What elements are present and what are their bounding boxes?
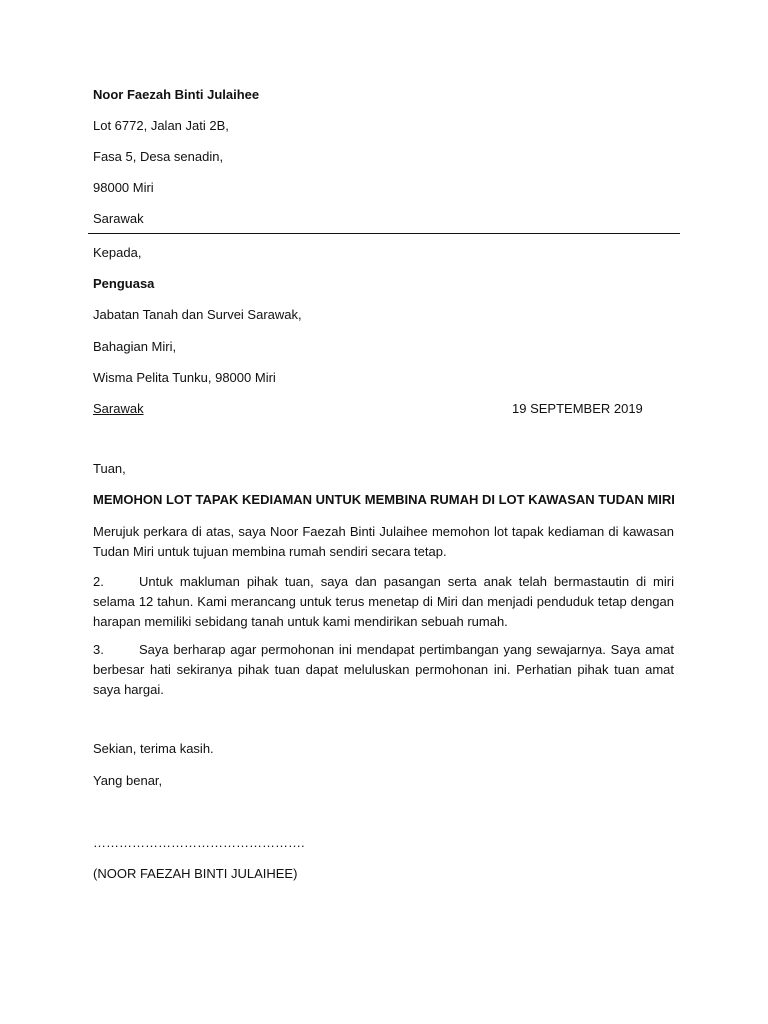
sender-address-line-1: Lot 6772, Jalan Jati 2B, [93, 118, 229, 133]
paragraph-text: Saya berharap agar permohonan ini mendapat pertimbangan yang sewajarnya. Saya amat berbesar hati sekiranya pihak tuan dapat meluluskan permohonan ini. Perhatian pihak tuan amat saya hargai. [93, 642, 674, 697]
letter-date: 19 SEPTEMBER 2019 [512, 401, 643, 416]
paragraph-number: 2. [93, 574, 104, 589]
sender-state: Sarawak [93, 211, 144, 226]
recipient-department: Jabatan Tanah dan Survei Sarawak, [93, 307, 302, 322]
paragraph-number: 3. [93, 642, 104, 657]
greeting: Tuan, [93, 461, 126, 476]
sender-postcode-city: 98000 Miri [93, 180, 154, 195]
recipient-division: Bahagian Miri, [93, 339, 177, 354]
body-paragraph-3 [93, 640, 674, 700]
closing-sign-off: Yang benar, [93, 773, 163, 788]
header-divider [88, 233, 680, 234]
signatory-name: (NOOR FAEZAH BINTI JULAIHEE) [93, 866, 298, 881]
recipient-building: Wisma Pelita Tunku, 98000 Miri [93, 370, 276, 385]
body-paragraph-1: Merujuk perkara di atas, saya Noor Faezah Binti Julaihee memohon lot tapak kediaman di kawasan Tudan Miri untuk tujuan membina rumah sendiri secara tetap. [93, 524, 674, 559]
subject-line: MEMOHON LOT TAPAK KEDIAMAN UNTUK MEMBINA RUMAH DI LOT KAWASAN TUDAN MIRI [93, 492, 675, 507]
closing-thanks: Sekian, terima kasih. [93, 741, 214, 756]
body-paragraph-2 [93, 572, 674, 632]
recipient-state: Sarawak [93, 401, 144, 416]
sender-name: Noor Faezah Binti Julaihee [93, 87, 260, 102]
paragraph-text: Untuk makluman pihak tuan, saya dan pasangan serta anak telah bermastautin di miri selama 12 tahun. Kami merancang untuk terus menetap di Miri dan menjadi penduduk tetap dengan harapan memiliki sebidang tanah untuk kami mendirikan sebuah rumah. [93, 574, 674, 629]
signature-line: …………………………………………. [93, 835, 305, 850]
recipient-to-label: Kepada, [93, 245, 142, 260]
recipient-title: Penguasa [93, 276, 155, 291]
sender-address-line-2: Fasa 5, Desa senadin, [93, 149, 224, 164]
